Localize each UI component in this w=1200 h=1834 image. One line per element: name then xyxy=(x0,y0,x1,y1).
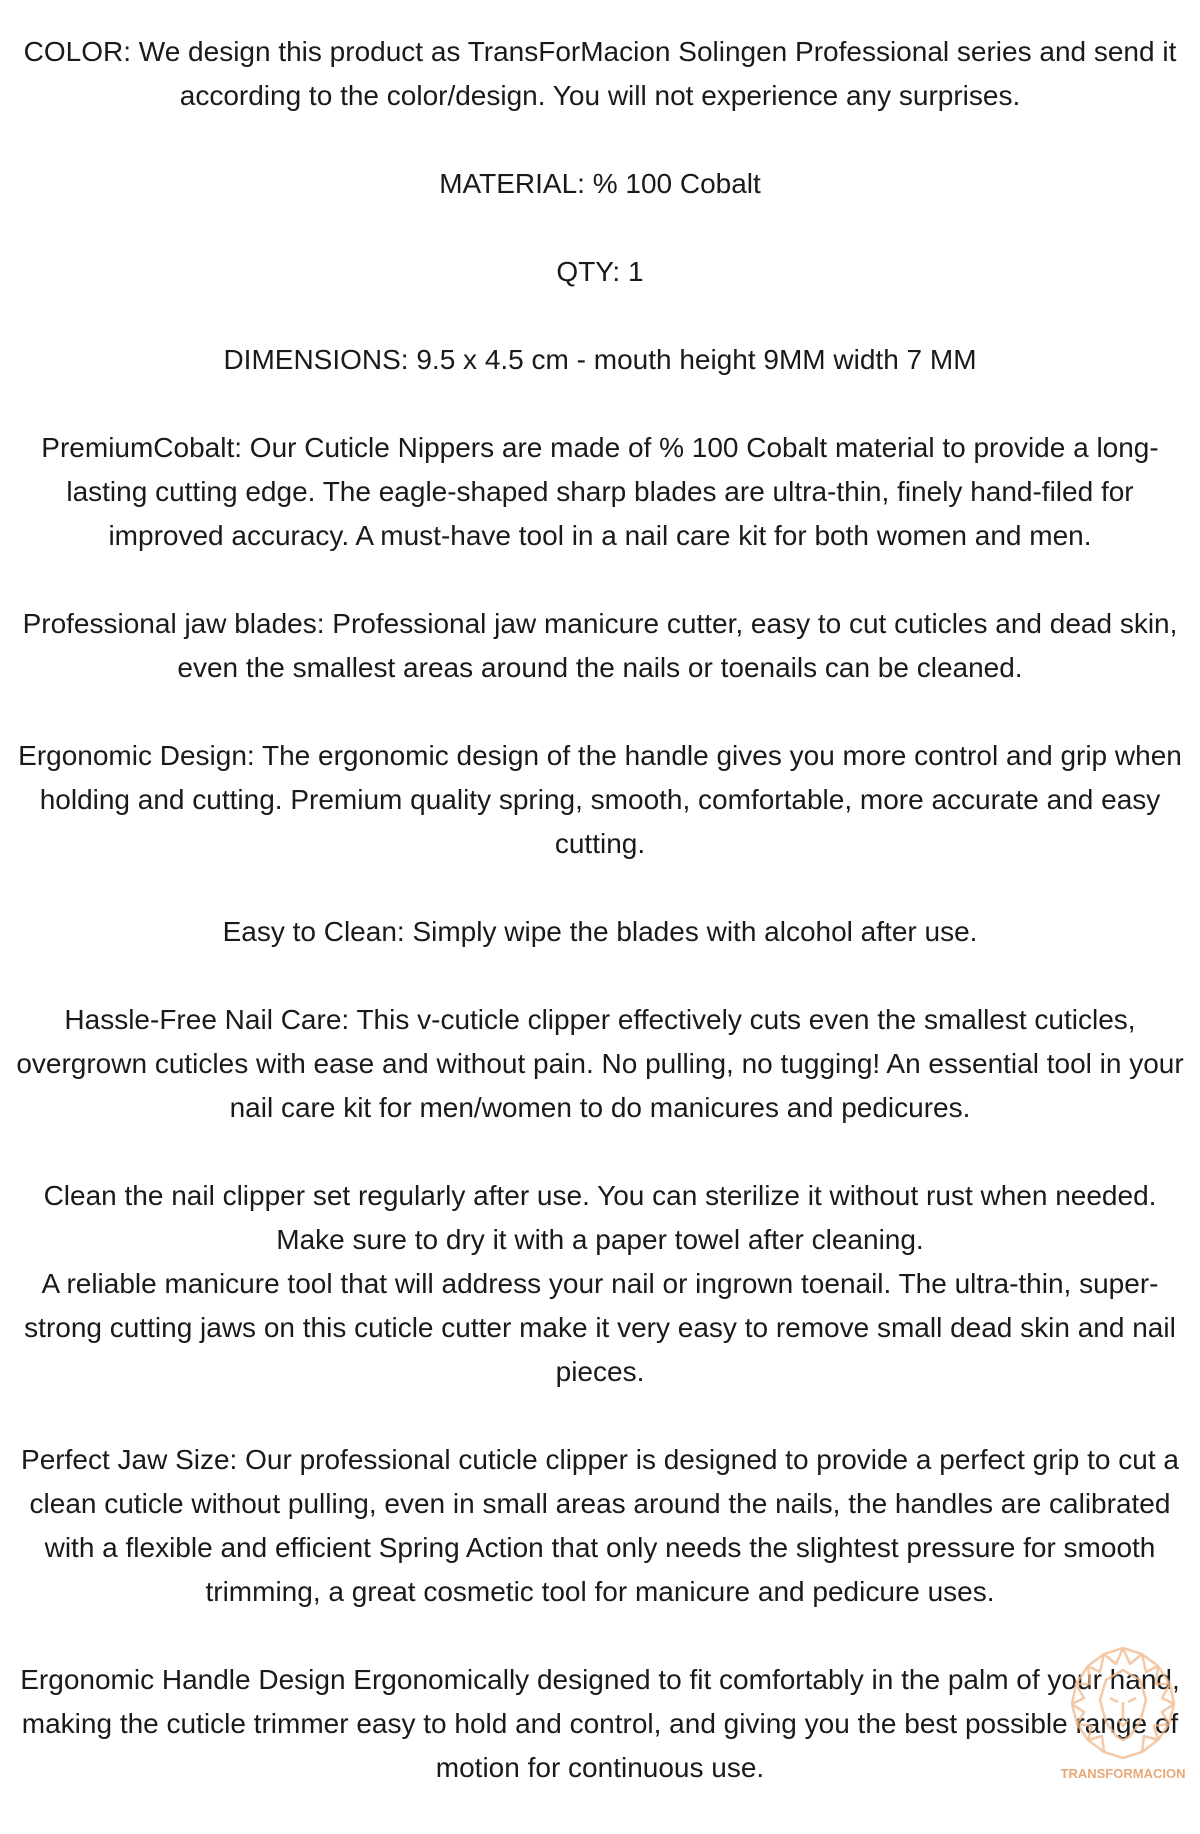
easy-clean-paragraph: Easy to Clean: Simply wipe the blades with alcohol after use. xyxy=(222,916,978,947)
dimensions-paragraph: DIMENSIONS: 9.5 x 4.5 cm - mouth height 9MM width 7 MM xyxy=(223,344,977,375)
quantity-paragraph: QTY: 1 xyxy=(556,256,644,287)
premium-cobalt-paragraph: PremiumCobalt: Our Cuticle Nippers are made of % 100 Cobalt material to provide a long-lasting cutting edge. The eagle-shaped sharp blades are ultra-thin, finely hand-filed for improved accuracy. A must-have tool in a nail care kit for both women and men. xyxy=(41,432,1159,551)
lion-head-icon xyxy=(1058,1640,1188,1765)
color-paragraph: COLOR: We design this product as TransForMacion Solingen Professional series and send it according to the color/design. You will not experience any surprises. xyxy=(23,36,1177,111)
ergonomic-handle-paragraph: Ergonomic Handle Design Ergonomically designed to fit comfortably in the palm of your hand, making the cuticle trimmer easy to hold and control, and giving you the best possible range of motion for continuous use. xyxy=(20,1664,1180,1783)
perfect-jaw-paragraph: Perfect Jaw Size: Our professional cuticle clipper is designed to provide a perfect grip to cut a clean cuticle without pulling, even in small areas around the nails, the handles are calibrated with a flexible and efficient Spring Action that only needs the slightest pressure for smooth trimming, a great cosmetic tool for manicure and pedicure uses. xyxy=(21,1444,1179,1607)
reliable-tool-paragraph: A reliable manicure tool that will address your nail or ingrown toenail. The ultra-thin, super-strong cutting jaws on this cuticle cutter make it very easy to remove small dead skin and nail pieces. xyxy=(24,1268,1176,1387)
product-description xyxy=(15,30,1185,1834)
hassle-free-paragraph: Hassle-Free Nail Care: This v-cuticle clipper effectively cuts even the smallest cuticles, overgrown cuticles with ease and without pain. No pulling, no tugging! An essential tool in your nail care kit for men/women to do manicures and pedicures. xyxy=(16,1004,1184,1123)
brand-logo xyxy=(1058,1640,1188,1790)
cleaning-paragraph: Clean the nail clipper set regularly after use. You can sterilize it without rust when needed. Make sure to dry it with a paper towel after cleaning. xyxy=(43,1180,1157,1255)
material-paragraph: MATERIAL: % 100 Cobalt xyxy=(439,168,761,199)
ergonomic-design-paragraph: Ergonomic Design: The ergonomic design of the handle gives you more control and grip when holding and cutting. Premium quality spring, smooth, comfortable, more accurate and easy cutting. xyxy=(18,740,1182,859)
jaw-blades-paragraph: Professional jaw blades: Professional jaw manicure cutter, easy to cut cuticles and dead skin, even the smallest areas around the nails or toenails can be cleaned. xyxy=(22,608,1178,683)
brand-logo-text: TRANSFORMACION xyxy=(1060,1766,1186,1781)
